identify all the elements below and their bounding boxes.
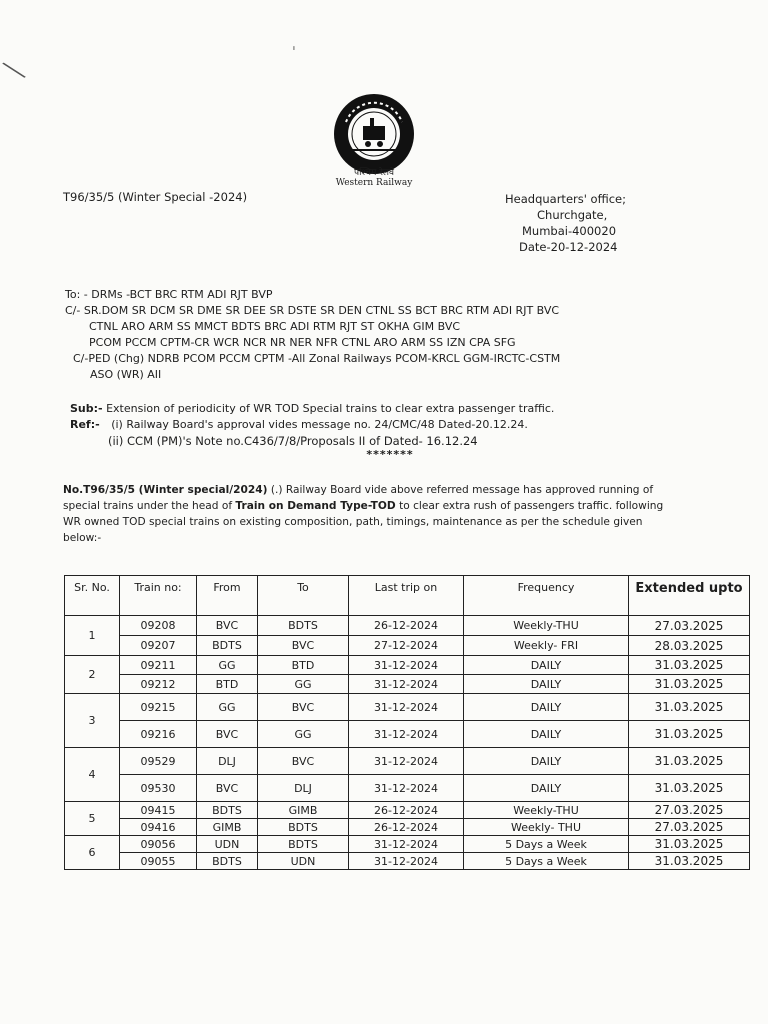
copy-line: C/-PED (Chg) NDRB PCOM PCCM CPTM -All Zonal Railways PCOM-KRCL GGM-IRCTC-CSTM	[73, 352, 561, 365]
pen-mark: ╲	[2, 56, 26, 84]
to-cell: BVC	[258, 694, 349, 721]
frequency-cell: Weekly-THU	[464, 616, 629, 636]
sr-no-cell: 3	[65, 694, 120, 748]
last-trip-cell: 31-12-2024	[349, 656, 464, 675]
train-no-cell: 09211	[120, 656, 197, 675]
sr-no-cell: 4	[65, 748, 120, 802]
frequency-cell: 5 Days a Week	[464, 853, 629, 870]
extended-upto-cell: 31.03.2025	[629, 836, 750, 853]
train-no-cell: 09529	[120, 748, 197, 775]
frequency-cell: Weekly- THU	[464, 819, 629, 836]
last-trip-cell: 27-12-2024	[349, 636, 464, 656]
copy-line: CTNL ARO ARM SS MMCT BDTS BRC ADI RTM RJT ST OKHA GIM BVC	[89, 320, 461, 333]
extended-upto-cell: 27.03.2025	[629, 819, 750, 836]
from-cell: BVC	[197, 721, 258, 748]
frequency-cell: DAILY	[464, 656, 629, 675]
train-no-cell: 09212	[120, 675, 197, 694]
last-trip-cell: 31-12-2024	[349, 836, 464, 853]
frequency-cell: DAILY	[464, 775, 629, 802]
body-text: to clear extra rush of passengers traffic. following WR owned TOD special trains on existing composition, path, timings, maintenance as per the schedule given below:-	[63, 500, 664, 544]
to-cell: BTD	[258, 656, 349, 675]
subject-line	[70, 401, 710, 417]
header-frequency: Frequency	[464, 576, 629, 616]
table-row	[65, 616, 750, 636]
subject-label: Sub:-	[70, 402, 103, 415]
last-trip-cell: 26-12-2024	[349, 616, 464, 636]
tod-type: Train on Demand Type-TOD	[235, 500, 396, 512]
from-cell: GG	[197, 694, 258, 721]
copy-line: ASO (WR) AII	[90, 368, 162, 381]
to-line: To: - DRMs -BCT BRC RTM ADI RJT BVP	[65, 288, 273, 301]
logo-caption-english: Western Railway	[335, 178, 413, 188]
to-cell: BDTS	[258, 836, 349, 853]
last-trip-cell: 31-12-2024	[349, 721, 464, 748]
train-no-cell: 09055	[120, 853, 197, 870]
to-cell: BVC	[258, 636, 349, 656]
addressee-block	[65, 287, 725, 383]
to-cell: DLJ	[258, 775, 349, 802]
frequency-cell: DAILY	[464, 694, 629, 721]
last-trip-cell: 26-12-2024	[349, 802, 464, 819]
header-to: To	[258, 576, 349, 616]
extended-upto-cell: 27.03.2025	[629, 616, 750, 636]
from-cell: GG	[197, 656, 258, 675]
extended-upto-cell: 31.03.2025	[629, 721, 750, 748]
train-no-cell: 09207	[120, 636, 197, 656]
table-row	[65, 775, 750, 802]
indian-railways-logo-icon	[332, 92, 416, 176]
table-row	[65, 656, 750, 675]
reference-line	[70, 417, 710, 433]
from-cell: DLJ	[197, 748, 258, 775]
extended-upto-cell: 31.03.2025	[629, 675, 750, 694]
frequency-cell: Weekly- FRI	[464, 636, 629, 656]
from-cell: BDTS	[197, 853, 258, 870]
header-train-no: Train no:	[120, 576, 197, 616]
extended-upto-cell: 31.03.2025	[629, 656, 750, 675]
table-row	[65, 836, 750, 853]
pen-mark: ˌ	[292, 36, 296, 52]
header-sr-no: Sr. No.	[65, 576, 120, 616]
train-no-cell: 09216	[120, 721, 197, 748]
reference-number: T96/35/5 (Winter Special -2024)	[63, 190, 248, 204]
office-line: Mumbai-400020	[522, 224, 617, 238]
sr-no-cell: 1	[65, 616, 120, 656]
body-paragraph	[63, 482, 683, 546]
extended-upto-cell: 31.03.2025	[629, 775, 750, 802]
table-row	[65, 694, 750, 721]
table-row	[65, 853, 750, 870]
last-trip-cell: 31-12-2024	[349, 775, 464, 802]
extended-upto-cell: 27.03.2025	[629, 802, 750, 819]
train-no-cell: 09415	[120, 802, 197, 819]
extended-upto-cell: 31.03.2025	[629, 748, 750, 775]
to-cell: UDN	[258, 853, 349, 870]
train-schedule-table	[64, 575, 750, 870]
sr-no-cell: 5	[65, 802, 120, 836]
sr-no-cell: 2	[65, 656, 120, 694]
last-trip-cell: 31-12-2024	[349, 748, 464, 775]
from-cell: BVC	[197, 616, 258, 636]
office-line: Churchgate,	[537, 208, 608, 222]
sr-no-cell: 6	[65, 836, 120, 870]
reference-2: (ii) CCM (PM)'s Note no.C436/7/8/Proposals II of Dated- 16.12.24	[108, 434, 478, 448]
subject-block	[70, 401, 710, 463]
logo-caption-hindi: पश्चिम रेलवे	[353, 168, 394, 178]
train-no-cell: 09215	[120, 694, 197, 721]
frequency-cell: DAILY	[464, 675, 629, 694]
reference-label: Ref:-	[70, 418, 100, 431]
table-header-row	[65, 576, 750, 616]
header-extended-upto: Extended upto	[629, 576, 750, 616]
separator-stars: *******	[366, 448, 414, 461]
office-address	[505, 191, 626, 255]
train-no-cell: 09416	[120, 819, 197, 836]
from-cell: UDN	[197, 836, 258, 853]
from-cell: BVC	[197, 775, 258, 802]
header-from: From	[197, 576, 258, 616]
from-cell: BTD	[197, 675, 258, 694]
frequency-cell: Weekly-THU	[464, 802, 629, 819]
frequency-cell: DAILY	[464, 721, 629, 748]
train-no-cell: 09056	[120, 836, 197, 853]
frequency-cell: 5 Days a Week	[464, 836, 629, 853]
last-trip-cell: 31-12-2024	[349, 694, 464, 721]
to-cell: GG	[258, 675, 349, 694]
header-last-trip: Last trip on	[349, 576, 464, 616]
train-no-cell: 09208	[120, 616, 197, 636]
table-row	[65, 748, 750, 775]
office-line: Headquarters' office;	[505, 192, 626, 206]
to-cell: BDTS	[258, 819, 349, 836]
reference-1: (i) Railway Board's approval vides message no. 24/CMC/48 Dated-20.12.24.	[111, 418, 528, 431]
train-no-cell: 09530	[120, 775, 197, 802]
table-row	[65, 636, 750, 656]
table-row	[65, 675, 750, 694]
table-row	[65, 819, 750, 836]
copy-line: C/- SR.DOM SR DCM SR DME SR DEE SR DSTE SR DEN CTNL SS BCT BRC RTM ADI RJT BVC	[65, 304, 560, 317]
to-cell: BVC	[258, 748, 349, 775]
last-trip-cell: 26-12-2024	[349, 819, 464, 836]
body-text: (.) Railway Board vide above referred message has approved running of special trains under the head of	[63, 484, 654, 512]
last-trip-cell: 31-12-2024	[349, 853, 464, 870]
from-cell: BDTS	[197, 802, 258, 819]
message-number: No.T96/35/5 (Winter special/2024)	[63, 484, 268, 496]
extended-upto-cell: 28.03.2025	[629, 636, 750, 656]
office-date: Date-20-12-2024	[519, 240, 618, 254]
subject-text: Extension of periodicity of WR TOD Special trains to clear extra passenger traffic.	[106, 402, 555, 415]
from-cell: BDTS	[197, 636, 258, 656]
to-cell: GG	[258, 721, 349, 748]
from-cell: GIMB	[197, 819, 258, 836]
table-row	[65, 802, 750, 819]
copy-line: PCOM PCCM CPTM-CR WCR NCR NR NER NFR CTNL ARO ARM SS IZN CPA SFG	[89, 336, 516, 349]
table-row	[65, 721, 750, 748]
to-cell: GIMB	[258, 802, 349, 819]
to-cell: BDTS	[258, 616, 349, 636]
frequency-cell: DAILY	[464, 748, 629, 775]
extended-upto-cell: 31.03.2025	[629, 853, 750, 870]
last-trip-cell: 31-12-2024	[349, 675, 464, 694]
logo-caption	[322, 168, 426, 188]
extended-upto-cell: 31.03.2025	[629, 694, 750, 721]
